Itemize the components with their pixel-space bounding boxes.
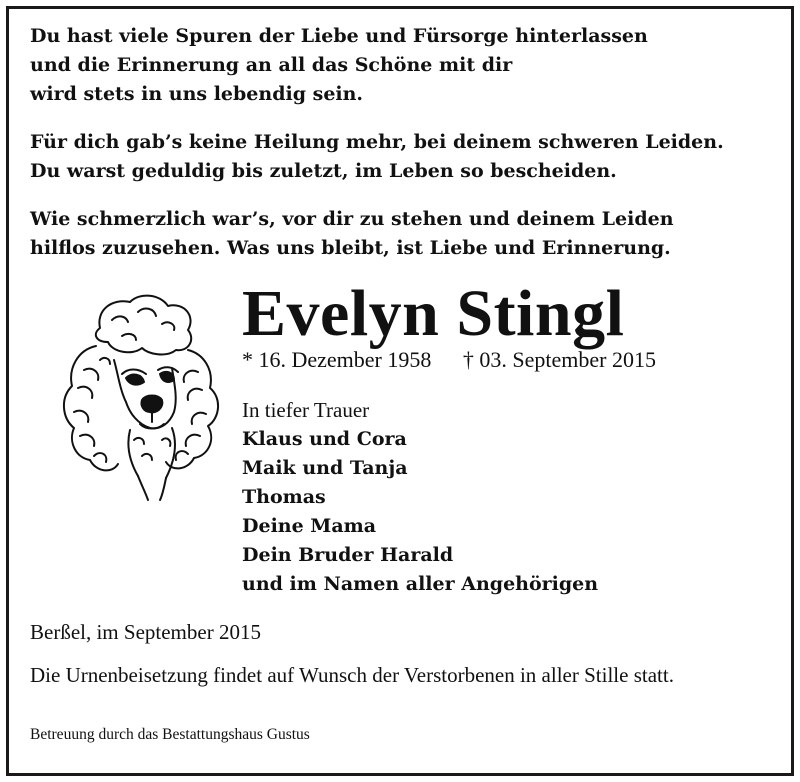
mourner: Deine Mama [242, 515, 377, 537]
mourner: Dein Bruder Harald [242, 544, 454, 566]
verse-line: hilflos zuzusehen. Was uns bleibt, ist Liebe und Erinnerung. [30, 237, 671, 259]
verse-line: und die Erinnerung an all das Schöne mit dir [30, 54, 513, 76]
poodle-icon [38, 290, 238, 505]
verse-line: Für dich gab’s keine Heilung mehr, bei deinem schweren Leiden. [30, 131, 724, 153]
death-date: † 03. September 2015 [462, 347, 656, 372]
verse-3 [30, 205, 770, 263]
verse-line: wird stets in uns lebendig sein. [30, 83, 364, 105]
mourner: und im Namen aller Angehörigen [242, 573, 599, 595]
mourning-intro: In tiefer Trauer [242, 398, 370, 422]
undertaker-credit: Betreuung durch das Bestattungshaus Gustus [30, 726, 310, 743]
deceased-name: Evelyn Stingl [242, 277, 625, 350]
place-and-date: Berßel, im September 2015 [30, 620, 261, 644]
verse-line: Du warst geduldig bis zuletzt, im Leben so bescheiden. [30, 160, 617, 182]
life-dates [242, 346, 656, 374]
birth-date: * 16. Dezember 1958 [242, 347, 432, 372]
verse-2 [30, 128, 770, 186]
mourner: Klaus und Cora [242, 428, 407, 450]
verse-line: Du hast viele Spuren der Liebe und Fürsorge hinterlassen [30, 25, 648, 47]
verse-line: Wie schmerzlich war’s, vor dir zu stehen und deinem Leiden [30, 208, 674, 230]
mourner: Maik und Tanja [242, 457, 408, 479]
verse-1 [30, 22, 770, 109]
urn-notice: Die Urnenbeisetzung findet auf Wunsch der Verstorbenen in aller Stille statt. [30, 663, 674, 687]
mourner: Thomas [242, 486, 326, 508]
mourners-list [242, 425, 598, 599]
